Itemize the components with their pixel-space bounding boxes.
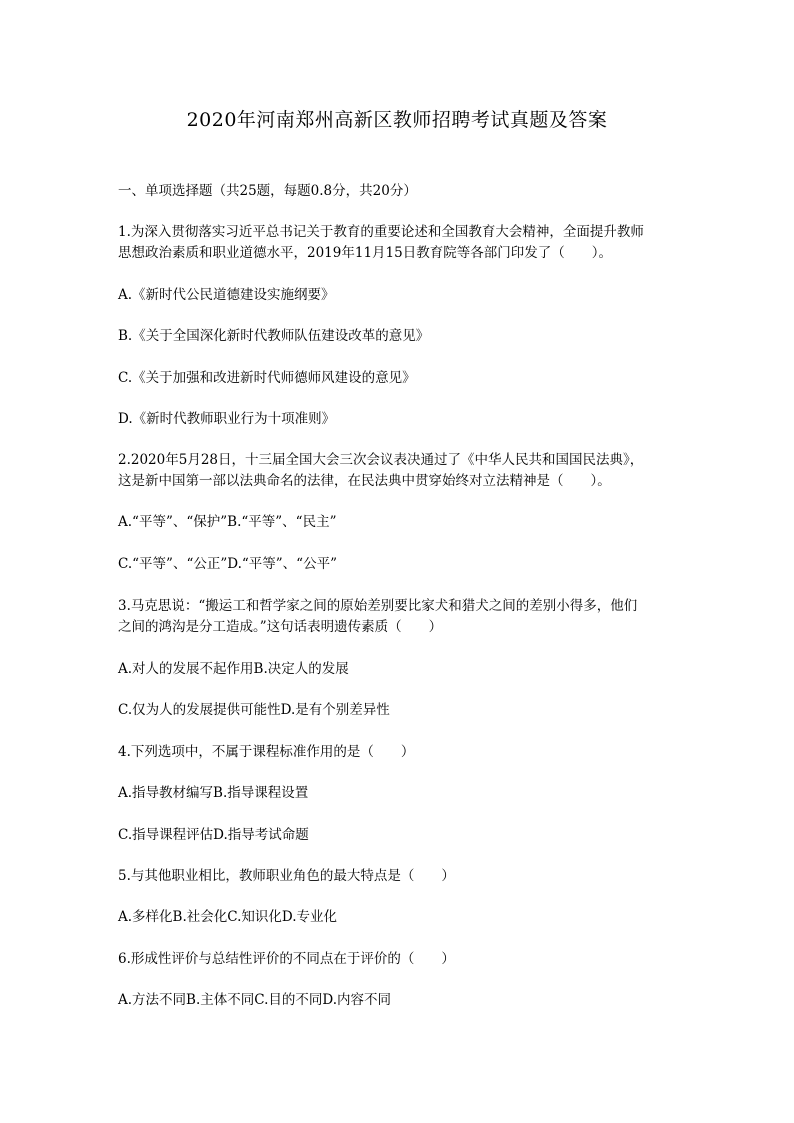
question-3-options-ab: A.对人的发展不起作用B.决定人的发展 [118,661,349,677]
question-2-options-cd: C.“平等”、“公正”D.“平等”、“公平” [118,556,337,572]
question-1-option-a: A.《新时代公民道德建设实施纲要》 [118,287,335,303]
question-2-stem-line-1: 2.2020年5月28日，十三届全国大会三次会议表决通过了《中华人民共和国国民法典》， [118,452,644,468]
question-1-option-d: D.《新时代教师职业行为十项准则》 [118,411,336,427]
question-4-stem: 4.下列选项中，不属于课程标准作用的是（ ） [118,744,415,760]
question-1-option-b: B.《关于全国深化新时代教师队伍建设改革的意见》 [118,328,430,344]
question-4-options-ab: A.指导教材编写B.指导课程设置 [118,785,309,801]
question-2-options-ab: A.“平等”、“保护”B.“平等”、“民主” [118,514,337,530]
question-3-stem-line-2: 之间的鸿沟是分工造成。”这句话表明遗传素质（ ） [118,619,443,635]
document-title: 2020年河南郑州高新区教师招聘考试真题及答案 [186,109,608,131]
question-6-options: A.方法不同B.主体不同C.目的不同D.内容不同 [118,992,392,1008]
question-5-stem: 5.与其他职业相比，教师职业角色的最大特点是（ ） [118,868,455,884]
question-2-stem-line-2: 这是新中国第一部以法典命名的法律，在民法典中贯穿始终对立法精神是（ ）。 [118,473,611,489]
question-1-option-c: C.《关于加强和改进新时代师德师风建设的意见》 [118,370,416,386]
question-3-options-cd: C.仅为人的发展提供可能性D.是有个别差异性 [118,702,390,718]
section-heading: 一、单项选择题（共25题，每题0.8分，共20分） [118,183,417,199]
question-6-stem: 6.形成性评价与总结性评价的不同点在于评价的（ ） [118,951,455,967]
question-3-stem-line-1: 3.马克思说：“搬运工和哲学家之间的原始差别要比家犬和猎犬之间的差别小得多，他们 [118,598,638,614]
question-1-stem-line-1: 1.为深入贯彻落实习近平总书记关于教育的重要论述和全国教育大会精神，全面提升教师 [118,224,644,240]
question-1-stem-line-2: 思想政治素质和职业道德水平，2019年11月15日教育院等各部门印发了（ ）。 [118,245,612,261]
question-5-options: A.多样化B.社会化C.知识化D.专业化 [118,909,338,925]
question-4-options-cd: C.指导课程评估D.指导考试命题 [118,827,309,843]
